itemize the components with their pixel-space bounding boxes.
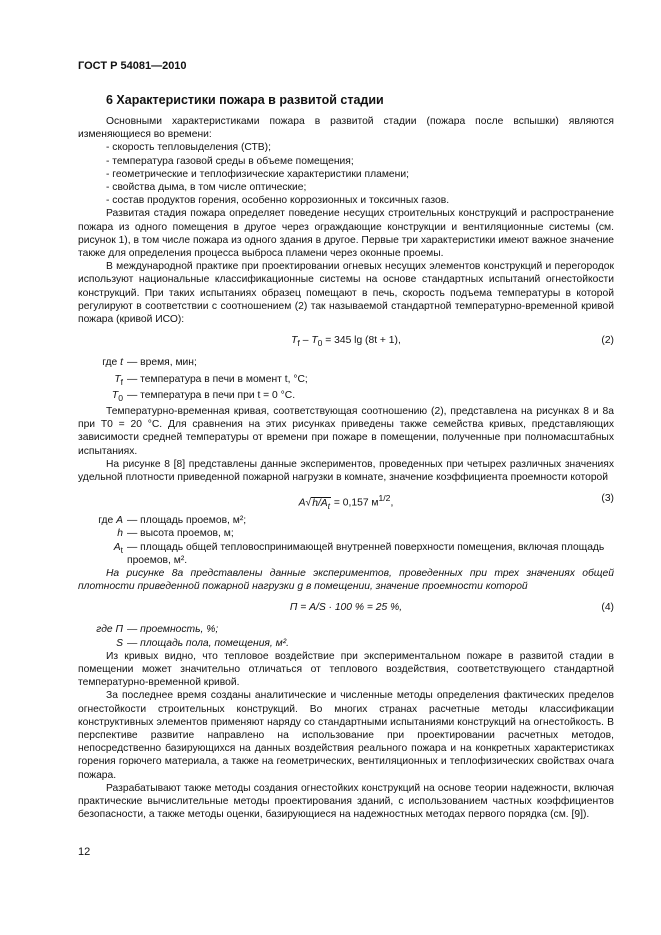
list-item: - свойства дыма, в том числе оптические; — [106, 181, 614, 194]
where-row: $T_0$ — температура в печи при t = 0 °C. — [111, 389, 296, 403]
paragraph-1: Основными характеристиками пожара в развитой стадии (пожара после вспышки) являются изменяющиеся во времени: — [78, 116, 614, 141]
where-row: S — площадь пола, помещения, м². — [116, 637, 289, 649]
equation-2-body: $T_f - T_0 = 345$ lg (8t + 1), — [291, 335, 401, 349]
where-list-1 — [78, 356, 614, 405]
where-row: $T_f$ — температура в печи в момент t, °C; — [114, 373, 308, 387]
paragraph-9: Разрабатывают также методы создания огнестойких конструкций на основе теории надежности, включая практические вычислительные методы проектирования зданий, с использованием частных коэффициентов безопасности, а также методы оценки, базирующиеся на надежностных методах первого порядка (см. [9]). — [78, 782, 614, 821]
where-row: где П — проемность, %; — [96, 624, 219, 636]
where-list-2 — [78, 514, 614, 567]
equation-2-number: (2) — [601, 335, 614, 347]
equation-4 — [78, 601, 614, 615]
where-list-3 — [78, 623, 614, 649]
paragraph-4: Температурно-временная кривая, соответствующая соотношению (2), представлена на рисунках 8 и 8а при T0 = 20 °C. Для сравнения на этих рисунках приведены также семейства кривых, представляющих зависимости средней температуры от времени при пожаре в помещении, полученные при полномасштабных испытаниях. — [78, 406, 614, 457]
list-item: - температура газовой среды в объеме помещения; — [106, 155, 614, 168]
paragraph-5: На рисунке 8 [8] представлены данные экспериментов, проведенных при четырех различных значениях удельной плотности приведенной пожарной нагрузки в комнате, значение коэффициента проемности которой — [78, 458, 614, 484]
section-title: 6 Характеристики пожара в развитой стадии — [106, 93, 384, 107]
equation-3 — [78, 492, 614, 511]
paragraph-3: В международной практике при проектировании огневых несущих элементов конструкций и перегородок используют национальные классификационные системы на основе стандартных испытаний огнестойкости конструкций. При таких испытаниях образец помещают в печь, скорость подъема температуры в которой регулируют в соответствии с соотношением (2) так называемой стандартной температурно-временной кривой пожара (кривой ИСО): — [78, 261, 614, 326]
equation-4-number: (4) — [601, 602, 614, 614]
document-header: ГОСТ Р 54081—2010 — [78, 60, 187, 72]
characteristics-list — [78, 141, 614, 207]
list-item: - скорость тепловыделения (СТВ); — [106, 141, 614, 154]
where-row: где t — время, мин; — [102, 357, 197, 369]
paragraph-6: На рисунке 8а представлены данные экспериментов, проведенных при трех значениях общей плотности приведенной пожарной нагрузки g в помещении, значение проемности которой — [78, 568, 614, 593]
paragraph-8: За последнее время созданы аналитические и численные методы определения фактических пределов огнестойкости строительных конструкций. Во многих странах расчетные методы классификации конструктивных элементов применяют наряду со стандартными испытаниями конструкций на огнестойкость. В перспективе развитие направлено на использование при проектировании расчетных методов, непосредственно базирующихся на данных воздействия реального пожара и на конкретных характеристиках горения горючего материала, а также на геометрических, вентиляционных и теплофизических свойствах очага пожара. — [78, 690, 614, 781]
list-item: - состав продуктов горения, особенно коррозионных и токсичных газов. — [106, 194, 614, 207]
page-number: 12 — [78, 846, 91, 858]
paragraph-2: Развитая стадия пожара определяет поведение несущих строительных конструкций и распространение пожара из одного помещения в другое через ограждающие конструкции и вентиляционные системы (см. рисунок 1), в том числе пожара из одного здания в другое. Первые три характеристики имеют важное значение также для определения процесса выброса пламени через оконные проемы. — [78, 208, 614, 260]
page-content — [78, 92, 614, 821]
equation-3-number: (3) — [601, 493, 614, 505]
list-item: - геометрические и теплофизические характеристики пламени; — [106, 168, 614, 181]
equation-4-body: П = A/S · 100 % = 25 %, — [289, 602, 403, 614]
where-row: h — высота проемов, м; — [117, 528, 234, 540]
where-row: где A — площадь проемов, м²; — [98, 515, 247, 527]
equation-2 — [78, 334, 614, 348]
paragraph-7: Из кривых видно, что тепловое воздействие при экспериментальном пожаре в развитой стадии в помещении может значительно отличаться от теплового воздействия, соответствующего стандартной температурно-временной кривой. — [78, 650, 614, 689]
equation-3-body: $A√h/A_t = 0,157$ $м^{1/2}$, — [298, 493, 394, 511]
where-row: $A_t$ — площадь общей тепловоспринимающей внутренней поверхности помещения, включая площадь проемов, м². — [113, 541, 605, 566]
